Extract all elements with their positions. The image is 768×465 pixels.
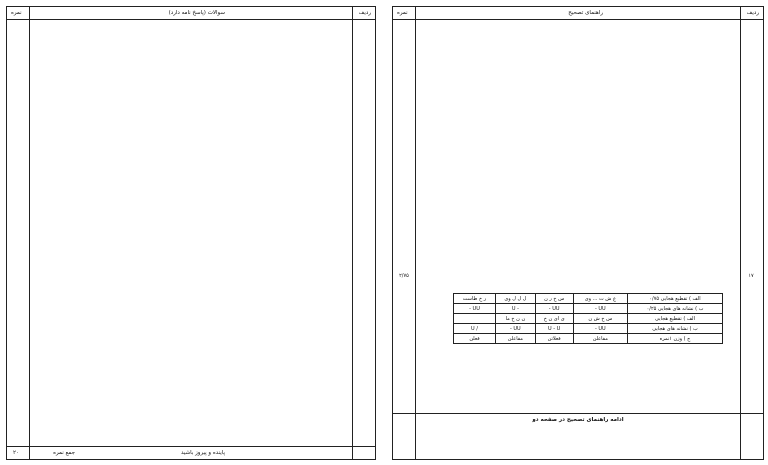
total-label: جمع نمره — [53, 450, 75, 456]
table-cell: UU - — [535, 304, 573, 314]
table-row — [454, 324, 723, 334]
table-question-number: ۱۷ — [748, 273, 754, 279]
table-cell: الف ) تقطیع هجایی — [628, 314, 723, 324]
table-cell: ع ش ت ... وی — [573, 294, 627, 304]
answer-key-title: راهنمای تصحیح — [568, 10, 603, 16]
table-row — [454, 314, 723, 324]
total-value: ۲۰ — [13, 450, 19, 456]
table-cell — [454, 314, 496, 324]
table-cell: س خ ش ن — [573, 314, 627, 324]
table-cell: ل ل ل وی — [496, 294, 536, 304]
closing-text: پاینده و پیروز باشید — [181, 450, 225, 456]
table-cell: ن ن خ ما — [496, 314, 536, 324]
table-cell: فعلن — [454, 334, 496, 344]
left-exam-page — [6, 6, 376, 460]
table-cell: - U — [496, 304, 536, 314]
score-label: نمره — [11, 10, 22, 16]
right-answer-key-page — [392, 6, 764, 460]
continue-note: ادامه راهنمای تصحیح در صفحه دو — [532, 417, 624, 423]
table-cell: UU - — [454, 304, 496, 314]
score-label: نمره — [397, 10, 408, 16]
table-cell: ی ای ن خ — [535, 314, 573, 324]
table-cell: ج ) وزن ۱نمره — [628, 334, 723, 344]
table-cell: / U — [454, 324, 496, 334]
table-cell: ب ) نشانه های هجایی ۰/۲۵ — [628, 304, 723, 314]
right-header — [393, 7, 763, 20]
radif-column-line — [740, 7, 741, 459]
left-footer — [7, 446, 375, 459]
table-cell: ب ) نشانه های هجایی — [628, 324, 723, 334]
table-cell: UU - — [573, 324, 627, 334]
score-column-line — [415, 7, 416, 459]
radif-label: ردیف — [746, 10, 759, 16]
table-cell: مفاعلن — [496, 334, 536, 344]
table-cell: س خ ر ن — [535, 294, 573, 304]
table-cell: ر خ طاست — [454, 294, 496, 304]
table-cell: UU - — [496, 324, 536, 334]
score-column-line — [29, 7, 30, 459]
table-cell: U - U — [535, 324, 573, 334]
table-cell: UU - — [573, 304, 627, 314]
meter-analysis-table — [453, 293, 723, 344]
table-cell: الف ) تقطیع هجایی ۰/۷۵ — [628, 294, 723, 304]
table-row — [454, 304, 723, 314]
table-row — [454, 334, 723, 344]
radif-column-line — [352, 7, 353, 459]
continue-divider — [393, 413, 763, 414]
table-question-score: ۲/۷۵ — [399, 273, 409, 279]
table-cell: مفاعلن — [573, 334, 627, 344]
table-cell: فعلاتن — [535, 334, 573, 344]
questions-title: سوالات (پاسخ نامه دارد) — [168, 10, 225, 16]
left-header — [7, 7, 375, 20]
radif-label: ردیف — [358, 10, 371, 16]
table-row — [454, 294, 723, 304]
